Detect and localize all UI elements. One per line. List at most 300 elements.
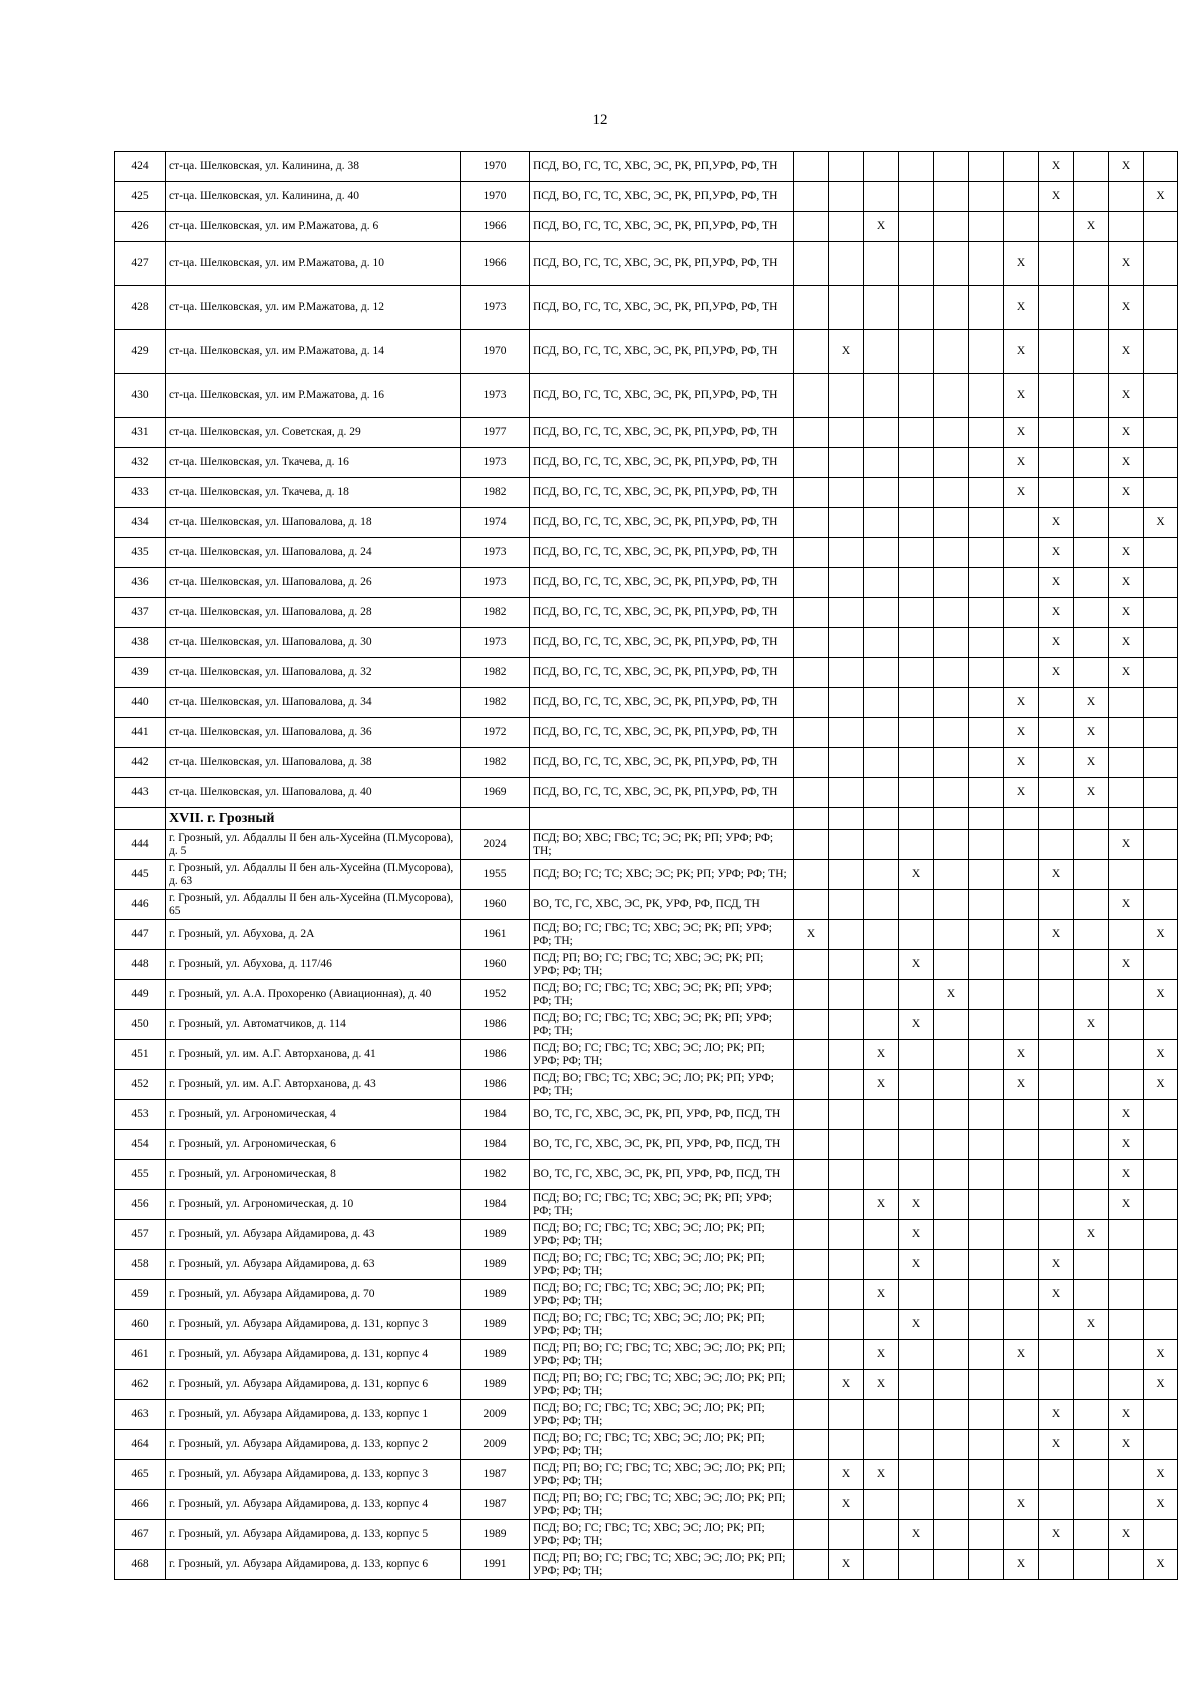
address-cell: г. Грозный, ул. А.А. Прохоренко (Авиационная), д. 40 xyxy=(166,980,461,1010)
row-number: 446 xyxy=(115,890,166,920)
mark-cell xyxy=(899,658,934,688)
systems-cell: ПСД, ВО, ГС, ТС, ХВС, ЭС, РК, РП,УРФ, РФ, ТН xyxy=(530,718,794,748)
mark-cell xyxy=(899,688,934,718)
systems-cell: ПСД; ВО; ГС; ГВС; ТС; ХВС; ЭС; ЛО; РК; РП; УРФ; РФ; ТН; xyxy=(530,1040,794,1070)
mark-cell xyxy=(1144,478,1178,508)
section-title: XVII. г. Грозный xyxy=(166,808,461,830)
section-mark-cell xyxy=(1004,808,1039,830)
mark-cell xyxy=(1039,1220,1074,1250)
mark-cell: X xyxy=(899,1520,934,1550)
table-row xyxy=(115,890,1178,920)
mark-cell xyxy=(829,1340,864,1370)
mark-cell xyxy=(899,1160,934,1190)
mark-cell xyxy=(864,330,899,374)
table-row xyxy=(115,1400,1178,1430)
address-cell: г. Грозный, ул. Абухова, д. 2А xyxy=(166,920,461,950)
mark-cell xyxy=(969,688,1004,718)
mark-cell: X xyxy=(1144,1070,1178,1100)
table-row xyxy=(115,568,1178,598)
systems-cell: ПСД; РП; ВО; ГС; ГВС; ТС; ХВС; ЭС; ЛО; РК; РП; УРФ; РФ; ТН; xyxy=(530,1490,794,1520)
mark-cell xyxy=(1144,538,1178,568)
address-cell: г. Грозный, ул. Абузара Айдамирова, д. 133, корпус 3 xyxy=(166,1460,461,1490)
mark-cell: X xyxy=(1004,478,1039,508)
mark-cell xyxy=(864,1520,899,1550)
mark-cell xyxy=(829,718,864,748)
mark-cell xyxy=(899,538,934,568)
mark-cell xyxy=(1004,1430,1039,1460)
mark-cell xyxy=(864,920,899,950)
mark-cell xyxy=(934,1490,969,1520)
mark-cell xyxy=(829,1190,864,1220)
mark-cell: X xyxy=(1004,286,1039,330)
systems-cell: ПСД; РП; ВО; ГС; ГВС; ТС; ХВС; ЭС; РК; РП; УРФ; РФ; ТН; xyxy=(530,950,794,980)
mark-cell: X xyxy=(864,212,899,242)
mark-cell xyxy=(969,182,1004,212)
mark-cell xyxy=(1109,1310,1144,1340)
mark-cell xyxy=(1109,688,1144,718)
mark-cell xyxy=(934,286,969,330)
mark-cell xyxy=(864,286,899,330)
row-number: 450 xyxy=(115,1010,166,1040)
row-number: 453 xyxy=(115,1100,166,1130)
row-number: 436 xyxy=(115,568,166,598)
mark-cell xyxy=(794,1010,829,1040)
row-number: 452 xyxy=(115,1070,166,1100)
address-cell: ст-ца. Шелковская, ул. Ткачева, д. 18 xyxy=(166,478,461,508)
mark-cell xyxy=(1109,1010,1144,1040)
address-cell: ст-ца. Шелковская, ул. Калинина, д. 38 xyxy=(166,152,461,182)
mark-cell xyxy=(1074,152,1109,182)
table-row xyxy=(115,980,1178,1010)
systems-cell: ПСД, ВО, ГС, ТС, ХВС, ЭС, РК, РП,УРФ, РФ, ТН xyxy=(530,598,794,628)
mark-cell xyxy=(899,628,934,658)
mark-cell xyxy=(1074,1520,1109,1550)
mark-cell: X xyxy=(1039,182,1074,212)
mark-cell: X xyxy=(1039,860,1074,890)
mark-cell xyxy=(1074,1280,1109,1310)
section-year-cell xyxy=(461,808,530,830)
mark-cell xyxy=(794,1040,829,1070)
row-number: 451 xyxy=(115,1040,166,1070)
mark-cell: X xyxy=(1109,374,1144,418)
mark-cell: X xyxy=(1144,1550,1178,1580)
address-cell: г. Грозный, ул. Абузара Айдамирова, д. 133, корпус 1 xyxy=(166,1400,461,1430)
systems-cell: ВО, ТС, ГС, ХВС, ЭС, РК, РП, УРФ, РФ, ПСД, ТН xyxy=(530,1160,794,1190)
mark-cell xyxy=(1144,658,1178,688)
mark-cell xyxy=(1074,658,1109,688)
mark-cell xyxy=(1074,1460,1109,1490)
mark-cell xyxy=(794,1490,829,1520)
systems-cell: ПСД; ВО; ГС; ГВС; ТС; ХВС; ЭС; ЛО; РК; РП; УРФ; РФ; ТН; xyxy=(530,1250,794,1280)
mark-cell xyxy=(794,718,829,748)
mark-cell xyxy=(829,182,864,212)
mark-cell xyxy=(864,152,899,182)
mark-cell xyxy=(864,1400,899,1430)
mark-cell: X xyxy=(1144,1370,1178,1400)
table-row xyxy=(115,448,1178,478)
systems-cell: ПСД; ВО; ГС; ГВС; ТС; ХВС; ЭС; РК; РП; УРФ; РФ; ТН; xyxy=(530,980,794,1010)
mark-cell xyxy=(969,478,1004,508)
year-cell: 1989 xyxy=(461,1250,530,1280)
section-mark-cell xyxy=(1039,808,1074,830)
rows-stanitsa-shelkovskaya xyxy=(115,152,1178,808)
systems-cell: ПСД; РП; ВО; ГС; ГВС; ТС; ХВС; ЭС; ЛО; РК; РП; УРФ; РФ; ТН; xyxy=(530,1550,794,1580)
mark-cell: X xyxy=(1109,1400,1144,1430)
mark-cell xyxy=(829,1220,864,1250)
mark-cell xyxy=(1074,1070,1109,1100)
mark-cell xyxy=(934,628,969,658)
mark-cell xyxy=(1074,598,1109,628)
mark-cell xyxy=(1144,778,1178,808)
year-cell: 1989 xyxy=(461,1220,530,1250)
mark-cell: X xyxy=(1039,658,1074,688)
row-number: 438 xyxy=(115,628,166,658)
mark-cell xyxy=(899,182,934,212)
section-mark-cell xyxy=(794,808,829,830)
section-header-row xyxy=(115,808,1178,830)
mark-cell xyxy=(934,448,969,478)
row-number: 467 xyxy=(115,1520,166,1550)
year-cell: 1984 xyxy=(461,1100,530,1130)
mark-cell xyxy=(794,628,829,658)
mark-cell: X xyxy=(1039,628,1074,658)
mark-cell xyxy=(1074,1430,1109,1460)
mark-cell xyxy=(1109,1220,1144,1250)
row-number: 444 xyxy=(115,830,166,860)
year-cell: 1972 xyxy=(461,718,530,748)
address-cell: г. Грозный, ул. Абузара Айдамирова, д. 131, корпус 6 xyxy=(166,1370,461,1400)
mark-cell xyxy=(1039,448,1074,478)
mark-cell xyxy=(864,1100,899,1130)
mark-cell: X xyxy=(1109,1160,1144,1190)
mark-cell xyxy=(794,980,829,1010)
table-row xyxy=(115,1460,1178,1490)
mark-cell xyxy=(1109,1280,1144,1310)
row-number: 431 xyxy=(115,418,166,448)
row-number: 466 xyxy=(115,1490,166,1520)
mark-cell xyxy=(794,212,829,242)
systems-cell: ПСД; ВО; ГС; ГВС; ТС; ХВС; ЭС; ЛО; РК; РП; УРФ; РФ; ТН; xyxy=(530,1220,794,1250)
mark-cell xyxy=(829,1130,864,1160)
address-cell: ст-ца. Шелковская, ул. им Р.Мажатова, д. 14 xyxy=(166,330,461,374)
mark-cell: X xyxy=(1004,418,1039,448)
mark-cell xyxy=(829,212,864,242)
mark-cell xyxy=(1004,152,1039,182)
systems-cell: ПСД; РП; ВО; ГС; ГВС; ТС; ХВС; ЭС; ЛО; РК; РП; УРФ; РФ; ТН; xyxy=(530,1340,794,1370)
mark-cell xyxy=(1144,688,1178,718)
mark-cell xyxy=(794,478,829,508)
mark-cell xyxy=(794,1370,829,1400)
mark-cell xyxy=(899,748,934,778)
table-row xyxy=(115,1190,1178,1220)
mark-cell xyxy=(1004,1190,1039,1220)
address-cell: г. Грозный, ул. Агрономическая, 8 xyxy=(166,1160,461,1190)
mark-cell xyxy=(1004,950,1039,980)
mark-cell xyxy=(969,152,1004,182)
address-cell: г. Грозный, ул. Абузара Айдамирова, д. 131, корпус 3 xyxy=(166,1310,461,1340)
mark-cell xyxy=(934,152,969,182)
mark-cell xyxy=(1074,286,1109,330)
mark-cell xyxy=(934,1160,969,1190)
mark-cell: X xyxy=(1004,1070,1039,1100)
address-cell: ст-ца. Шелковская, ул. Шаповалова, д. 18 xyxy=(166,508,461,538)
row-number: 460 xyxy=(115,1310,166,1340)
mark-cell xyxy=(934,242,969,286)
mark-cell: X xyxy=(934,980,969,1010)
mark-cell xyxy=(829,1250,864,1280)
table-row xyxy=(115,152,1178,182)
mark-cell xyxy=(1039,1310,1074,1340)
mark-cell xyxy=(1109,748,1144,778)
mark-cell: X xyxy=(1144,508,1178,538)
mark-cell xyxy=(969,1160,1004,1190)
mark-cell xyxy=(829,598,864,628)
year-cell: 1989 xyxy=(461,1370,530,1400)
mark-cell xyxy=(899,1280,934,1310)
mark-cell xyxy=(899,1070,934,1100)
mark-cell xyxy=(1074,330,1109,374)
mark-cell xyxy=(934,718,969,748)
systems-cell: ПСД; РП; ВО; ГС; ГВС; ТС; ХВС; ЭС; ЛО; РК; РП; УРФ; РФ; ТН; xyxy=(530,1460,794,1490)
mark-cell xyxy=(969,1250,1004,1280)
table-row xyxy=(115,182,1178,212)
mark-cell xyxy=(934,1430,969,1460)
table-row xyxy=(115,330,1178,374)
mark-cell xyxy=(969,748,1004,778)
table-row xyxy=(115,418,1178,448)
mark-cell: X xyxy=(1109,950,1144,980)
mark-cell xyxy=(794,1220,829,1250)
mark-cell xyxy=(1004,658,1039,688)
mark-cell xyxy=(1074,1370,1109,1400)
mark-cell: X xyxy=(1109,286,1144,330)
address-cell: ст-ца. Шелковская, ул. им Р.Мажатова, д. 16 xyxy=(166,374,461,418)
mark-cell: X xyxy=(829,1370,864,1400)
mark-cell xyxy=(1004,980,1039,1010)
mark-cell xyxy=(864,980,899,1010)
mark-cell xyxy=(1144,242,1178,286)
mark-cell: X xyxy=(1004,1040,1039,1070)
mark-cell xyxy=(1074,1100,1109,1130)
mark-cell xyxy=(1039,1040,1074,1070)
address-cell: г. Грозный, ул. Абузара Айдамирова, д. 133, корпус 4 xyxy=(166,1490,461,1520)
mark-cell xyxy=(829,286,864,330)
mark-cell xyxy=(1074,890,1109,920)
mark-cell xyxy=(1039,1100,1074,1130)
mark-cell xyxy=(899,980,934,1010)
mark-cell: X xyxy=(794,920,829,950)
mark-cell: X xyxy=(1109,1430,1144,1460)
mark-cell xyxy=(1039,890,1074,920)
mark-cell xyxy=(1074,448,1109,478)
mark-cell xyxy=(969,508,1004,538)
mark-cell: X xyxy=(1004,778,1039,808)
mark-cell xyxy=(829,418,864,448)
mark-cell xyxy=(969,418,1004,448)
mark-cell xyxy=(899,920,934,950)
mark-cell xyxy=(1144,1250,1178,1280)
mark-cell xyxy=(1074,568,1109,598)
year-cell: 1960 xyxy=(461,950,530,980)
mark-cell xyxy=(794,1340,829,1370)
mark-cell xyxy=(1144,1130,1178,1160)
mark-cell: X xyxy=(899,1250,934,1280)
mark-cell xyxy=(829,448,864,478)
section-systems-cell xyxy=(530,808,794,830)
mark-cell xyxy=(829,1070,864,1100)
mark-cell xyxy=(1109,1340,1144,1370)
address-cell: ст-ца. Шелковская, ул. Шаповалова, д. 24 xyxy=(166,538,461,568)
mark-cell: X xyxy=(1144,1040,1178,1070)
mark-cell xyxy=(969,330,1004,374)
row-number: 447 xyxy=(115,920,166,950)
mark-cell xyxy=(829,1160,864,1190)
mark-cell xyxy=(934,374,969,418)
address-cell: г. Грозный, ул. Абдаллы II бен аль-Хусейна (П.Мусорова), д. 5 xyxy=(166,830,461,860)
mark-cell: X xyxy=(899,1190,934,1220)
systems-cell: ПСД, ВО, ГС, ТС, ХВС, ЭС, РК, РП,УРФ, РФ, ТН xyxy=(530,508,794,538)
mark-cell: X xyxy=(829,1550,864,1580)
mark-cell xyxy=(829,152,864,182)
mark-cell xyxy=(899,508,934,538)
address-cell: ст-ца. Шелковская, ул. Шаповалова, д. 28 xyxy=(166,598,461,628)
mark-cell xyxy=(969,890,1004,920)
mark-cell: X xyxy=(1039,152,1074,182)
mark-cell xyxy=(934,568,969,598)
address-cell: г. Грозный, ул. Автоматчиков, д. 114 xyxy=(166,1010,461,1040)
mark-cell: X xyxy=(899,860,934,890)
mark-cell xyxy=(969,1100,1004,1130)
mark-cell xyxy=(1144,890,1178,920)
mark-cell: X xyxy=(899,1010,934,1040)
year-cell: 2009 xyxy=(461,1430,530,1460)
address-cell: г. Грозный, ул. Абузара Айдамирова, д. 133, корпус 2 xyxy=(166,1430,461,1460)
mark-cell: X xyxy=(1109,478,1144,508)
systems-cell: ПСД, ВО, ГС, ТС, ХВС, ЭС, РК, РП,УРФ, РФ, ТН xyxy=(530,778,794,808)
mark-cell xyxy=(969,1010,1004,1040)
mark-cell xyxy=(829,1010,864,1040)
mark-cell xyxy=(794,1190,829,1220)
section-num-cell xyxy=(115,808,166,830)
mark-cell xyxy=(864,628,899,658)
mark-cell xyxy=(794,860,829,890)
mark-cell xyxy=(969,1430,1004,1460)
mark-cell xyxy=(1039,1070,1074,1100)
mark-cell xyxy=(1144,748,1178,778)
mark-cell xyxy=(934,748,969,778)
mark-cell xyxy=(794,1130,829,1160)
mark-cell xyxy=(934,1460,969,1490)
address-cell: ст-ца. Шелковская, ул. Ткачева, д. 16 xyxy=(166,448,461,478)
mark-cell: X xyxy=(1144,1490,1178,1520)
row-number: 428 xyxy=(115,286,166,330)
mark-cell xyxy=(829,1310,864,1340)
mark-cell xyxy=(1144,1220,1178,1250)
mark-cell: X xyxy=(829,330,864,374)
mark-cell xyxy=(899,718,934,748)
year-cell: 1987 xyxy=(461,1490,530,1520)
mark-cell xyxy=(829,374,864,418)
mark-cell xyxy=(829,778,864,808)
mark-cell xyxy=(794,1520,829,1550)
mark-cell xyxy=(1004,1130,1039,1160)
mark-cell xyxy=(969,1220,1004,1250)
mark-cell xyxy=(794,778,829,808)
mark-cell xyxy=(969,598,1004,628)
mark-cell: X xyxy=(1004,1490,1039,1520)
mark-cell xyxy=(864,1310,899,1340)
systems-cell: ПСД, ВО, ГС, ТС, ХВС, ЭС, РК, РП,УРФ, РФ, ТН xyxy=(530,418,794,448)
mark-cell: X xyxy=(1004,448,1039,478)
mark-cell xyxy=(794,538,829,568)
mark-cell xyxy=(969,538,1004,568)
mark-cell xyxy=(1004,538,1039,568)
systems-cell: ПСД; ВО; ГС; ГВС; ТС; ХВС; ЭС; ЛО; РК; РП; УРФ; РФ; ТН; xyxy=(530,1400,794,1430)
mark-cell: X xyxy=(1039,1280,1074,1310)
mark-cell: X xyxy=(864,1460,899,1490)
mark-cell xyxy=(1004,1370,1039,1400)
mark-cell xyxy=(934,1250,969,1280)
systems-cell: ПСД; ВО; ГС; ГВС; ТС; ХВС; ЭС; ЛО; РК; РП; УРФ; РФ; ТН; xyxy=(530,1280,794,1310)
mark-cell xyxy=(934,688,969,718)
row-number: 443 xyxy=(115,778,166,808)
mark-cell xyxy=(864,1490,899,1520)
mark-cell xyxy=(794,830,829,860)
year-cell: 1973 xyxy=(461,374,530,418)
mark-cell: X xyxy=(1074,778,1109,808)
mark-cell xyxy=(1004,628,1039,658)
mark-cell xyxy=(1039,1490,1074,1520)
table-row xyxy=(115,920,1178,950)
mark-cell xyxy=(1004,1010,1039,1040)
mark-cell xyxy=(1039,418,1074,448)
mark-cell xyxy=(934,1340,969,1370)
mark-cell xyxy=(934,478,969,508)
mark-cell xyxy=(899,1040,934,1070)
mark-cell: X xyxy=(1039,1520,1074,1550)
mark-cell xyxy=(864,748,899,778)
year-cell: 1966 xyxy=(461,212,530,242)
mark-cell: X xyxy=(1039,508,1074,538)
address-cell: г. Грозный, ул. им. А.Г. Авторханова, д. 41 xyxy=(166,1040,461,1070)
mark-cell xyxy=(794,448,829,478)
mark-cell xyxy=(969,1370,1004,1400)
mark-cell xyxy=(969,1400,1004,1430)
table-row xyxy=(115,1220,1178,1250)
row-number: 461 xyxy=(115,1340,166,1370)
mark-cell xyxy=(829,830,864,860)
systems-cell: ПСД; ВО; ГС; ГВС; ТС; ХВС; ЭС; ЛО; РК; РП; УРФ; РФ; ТН; xyxy=(530,1430,794,1460)
mark-cell xyxy=(1004,830,1039,860)
mark-cell xyxy=(864,598,899,628)
mark-cell xyxy=(1109,1070,1144,1100)
section-mark-cell xyxy=(1109,808,1144,830)
table-row xyxy=(115,1550,1178,1580)
systems-cell: ПСД, ВО, ГС, ТС, ХВС, ЭС, РК, РП,УРФ, РФ, ТН xyxy=(530,242,794,286)
year-cell: 1982 xyxy=(461,598,530,628)
mark-cell xyxy=(829,478,864,508)
year-cell: 1955 xyxy=(461,860,530,890)
mark-cell xyxy=(969,242,1004,286)
mark-cell xyxy=(934,920,969,950)
systems-cell: ПСД; ВО; ГВС; ТС; ХВС; ЭС; ЛО; РК; РП; УРФ; РФ; ТН; xyxy=(530,1070,794,1100)
mark-cell xyxy=(1074,182,1109,212)
mark-cell xyxy=(899,1340,934,1370)
mark-cell xyxy=(969,1550,1004,1580)
mark-cell xyxy=(934,1550,969,1580)
section-mark-cell xyxy=(1074,808,1109,830)
mark-cell xyxy=(829,1100,864,1130)
